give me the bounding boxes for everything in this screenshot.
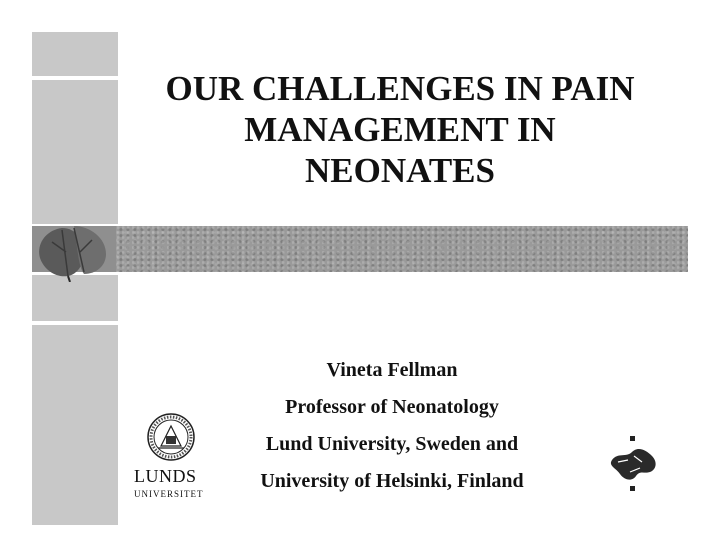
title-line-2: MANAGEMENT IN [244, 110, 556, 149]
title-line-3: NEONATES [305, 151, 495, 190]
slide-title [130, 68, 670, 191]
author-name: Vineta Fellman [326, 359, 458, 381]
helsinki-university-logo-icon [606, 436, 662, 496]
side-panel-middle [32, 80, 118, 224]
lund-logo-subtitle: UNIVERSITET [134, 489, 204, 499]
side-panel-top [32, 32, 118, 76]
author-position: Professor of Neonatology [285, 396, 499, 418]
lund-logo-name: LUNDS [134, 466, 197, 486]
decorative-texture-band [32, 226, 688, 272]
author-affiliation-2: University of Helsinki, Finland [260, 470, 524, 492]
lund-university-logo [132, 412, 208, 502]
side-panel-bottom [32, 325, 118, 525]
author-info [212, 356, 572, 504]
lund-university-seal-icon [146, 412, 196, 462]
title-line-1: OUR CHALLENGES IN PAIN [165, 69, 635, 108]
author-affiliation-1: Lund University, Sweden and [265, 433, 519, 455]
leaf-icon [32, 222, 116, 282]
